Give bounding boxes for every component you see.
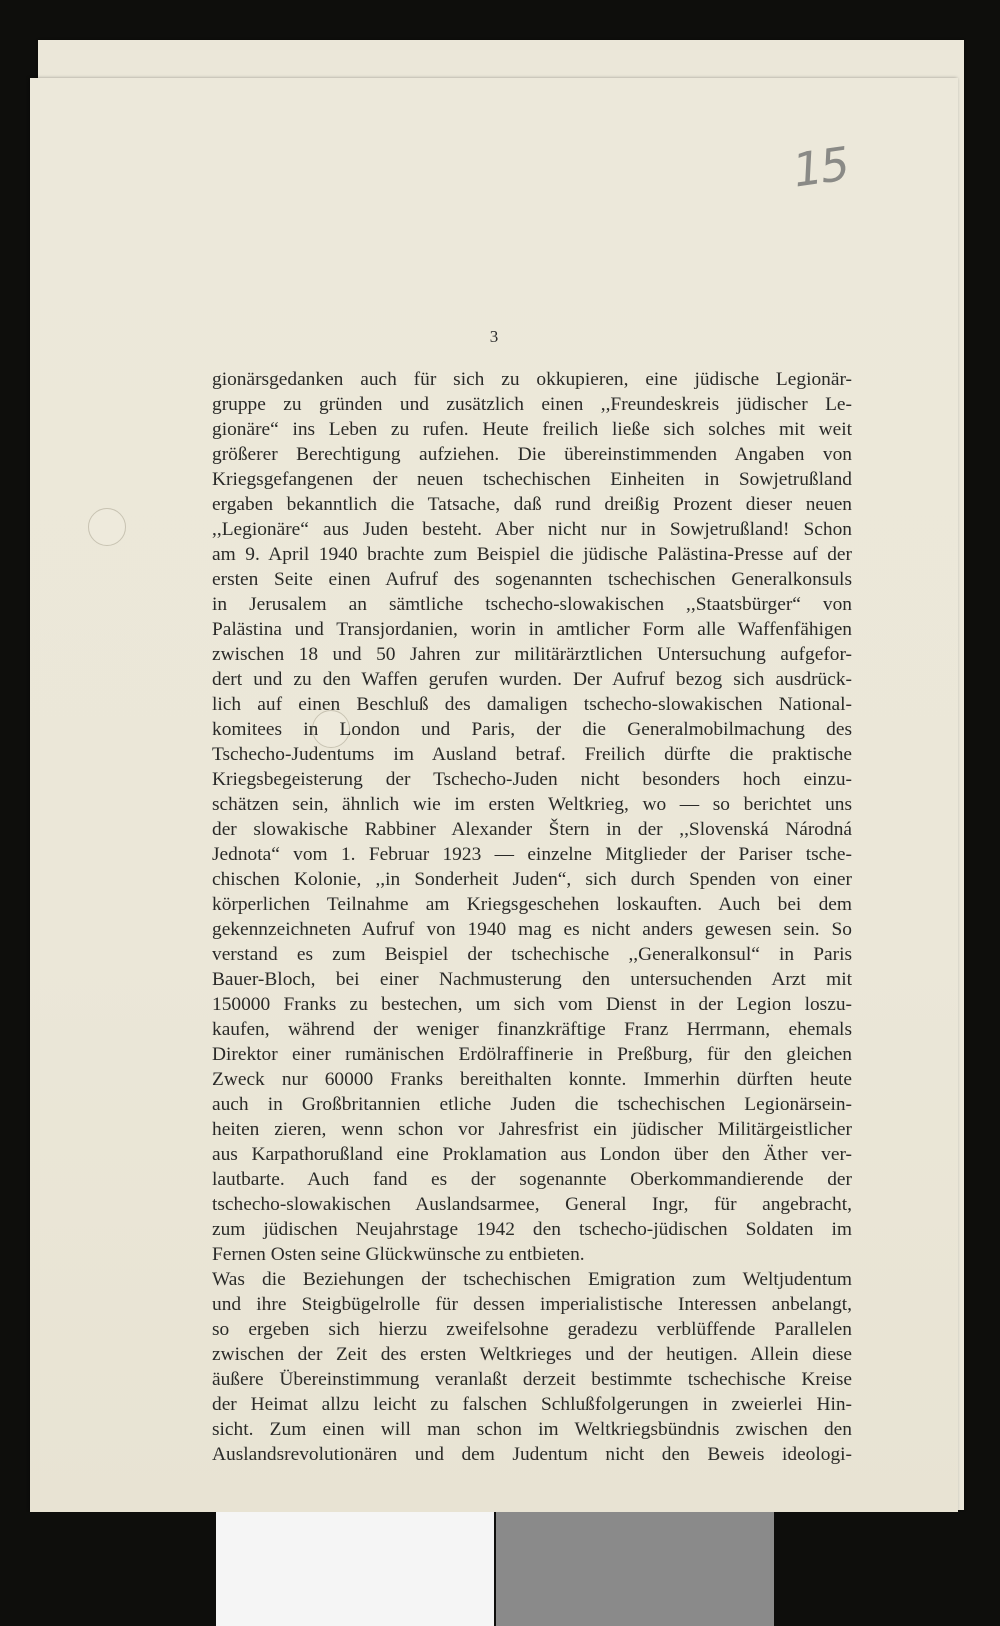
- text-line: in Jerusalem an sämtliche tschecho-slowakischen ,,Staatsbürger“ von: [212, 594, 852, 615]
- text-line: gionärsgedanken auch für sich zu okkupieren, eine jüdische Legionär-: [212, 369, 852, 390]
- text-line: chischen Kolonie, ,,in Sonderheit Juden“, sich durch Spenden von einer: [212, 869, 852, 890]
- text-line: gionäre“ ins Leben zu rufen. Heute freilich ließe sich solches mit weit: [212, 419, 852, 440]
- calibration-patch-gray: [496, 1512, 774, 1626]
- text-line: 150000 Franks zu bestechen, um sich vom Dienst in der Legion loszu-: [212, 994, 852, 1015]
- text-line: lautbarte. Auch fand es der sogenannte Oberkommandierende der: [212, 1169, 852, 1190]
- text-line: verstand es zum Beispiel der tschechische ,,Generalkonsul“ in Paris: [212, 944, 852, 965]
- text-line: der slowakische Rabbiner Alexander Štern in der ,,Slovenská Národná: [212, 819, 852, 840]
- text-line: am 9. April 1940 brachte zum Beispiel die jüdische Palästina-Presse auf der: [212, 544, 852, 565]
- text-line: ergaben bekanntlich die Tatsache, daß rund dreißig Prozent dieser neuen: [212, 494, 852, 515]
- text-line: zwischen der Zeit des ersten Weltkrieges und der heutigen. Allein diese: [212, 1344, 852, 1365]
- text-line: Auslandsrevolutionären und dem Judentum nicht den Beweis ideologi-: [212, 1444, 852, 1465]
- text-line: tschecho-slowakischen Auslandsarmee, General Ingr, für angebracht,: [212, 1194, 852, 1215]
- text-line: Kriegsbegeisterung der Tschecho-Juden nicht besonders hoch einzu-: [212, 769, 852, 790]
- text-line: Kriegsgefangenen der neuen tschechischen Einheiten in Sowjetrußland: [212, 469, 852, 490]
- text-line: komitees in London und Paris, der die Generalmobilmachung des: [212, 719, 852, 740]
- body-text: [212, 367, 852, 1467]
- text-line: zwischen 18 und 50 Jahren zur militärärztlichen Untersuchung aufgefor-: [212, 644, 852, 665]
- text-line: kaufen, während der weniger finanzkräftige Franz Herrmann, ehemals: [212, 1019, 852, 1040]
- text-line: gekennzeichneten Aufruf von 1940 mag es nicht anders gewesen sein. So: [212, 919, 852, 940]
- text-line: Was die Beziehungen der tschechischen Emigration zum Weltjudentum: [212, 1269, 852, 1290]
- text-line: Palästina und Transjordanien, worin in amtlicher Form alle Waffenfähigen: [212, 619, 852, 640]
- text-line: und ihre Steigbügelrolle für dessen imperialistische Interessen anbelangt,: [212, 1294, 852, 1315]
- page-sheet: [30, 78, 958, 1512]
- text-line: Tschecho-Judentums im Ausland betraf. Freilich dürfte die praktische: [212, 744, 852, 765]
- text-line: ,,Legionäre“ aus Juden besteht. Aber nicht nur in Sowjetrußland! Schon: [212, 519, 852, 540]
- text-line: Jednota“ vom 1. Februar 1923 — einzelne Mitglieder der Pariser tsche-: [212, 844, 852, 865]
- text-line: dert und zu den Waffen gerufen wurden. Der Aufruf bezog sich ausdrück-: [212, 669, 852, 690]
- text-line: zum jüdischen Neujahrstage 1942 den tschecho-jüdischen Soldaten im: [212, 1219, 852, 1240]
- text-line: körperlichen Teilnahme am Kriegsgeschehen loskauften. Auch bei dem: [212, 894, 852, 915]
- text-line: schätzen sein, ähnlich wie im ersten Weltkrieg, wo — so berichtet uns: [212, 794, 852, 815]
- calibration-patch-white: [216, 1512, 494, 1626]
- text-line: größerer Berechtigung aufziehen. Die übereinstimmenden Angaben von: [212, 444, 852, 465]
- text-line: auch in Großbritannien etliche Juden die tschechischen Legionärsein-: [212, 1094, 852, 1115]
- text-line: Zweck nur 60000 Franks bereithalten konnte. Immerhin dürften heute: [212, 1069, 852, 1090]
- text-line: lich auf einen Beschluß des damaligen tschecho-slowakischen National-: [212, 694, 852, 715]
- text-line: aus Karpathorußland eine Proklamation aus London über den Äther ver-: [212, 1144, 852, 1165]
- text-line: Bauer-Bloch, bei einer Nachmusterung den untersuchenden Arzt mit: [212, 969, 852, 990]
- text-line: heiten zieren, wenn schon vor Jahresfrist ein jüdischer Militärgeistlicher: [212, 1119, 852, 1140]
- text-line: Direktor einer rumänischen Erdölraffinerie in Preßburg, für den gleichen: [212, 1044, 852, 1065]
- handwritten-folio-number: 15: [789, 136, 852, 198]
- text-line: Fernen Osten seine Glückwünsche zu entbieten.: [212, 1244, 585, 1265]
- text-line: äußere Übereinstimmung veranlaßt derzeit bestimmte tschechische Kreise: [212, 1369, 852, 1390]
- text-line: gruppe zu gründen und zusätzlich einen ,,Freundeskreis jüdischer Le-: [212, 394, 852, 415]
- text-line: so ergeben sich hierzu zweifelsohne geradezu verblüffende Parallelen: [212, 1319, 852, 1340]
- text-line: sicht. Zum einen will man schon im Weltkriegsbündnis zwischen den: [212, 1419, 852, 1440]
- text-line: ersten Seite einen Aufruf des sogenannten tschechischen Generalkonsuls: [212, 569, 852, 590]
- text-line: der Heimat allzu leicht zu falschen Schlußfolgerungen in zweierlei Hin-: [212, 1394, 852, 1415]
- page-number: 3: [489, 327, 499, 346]
- punch-hole-upper: [88, 508, 126, 546]
